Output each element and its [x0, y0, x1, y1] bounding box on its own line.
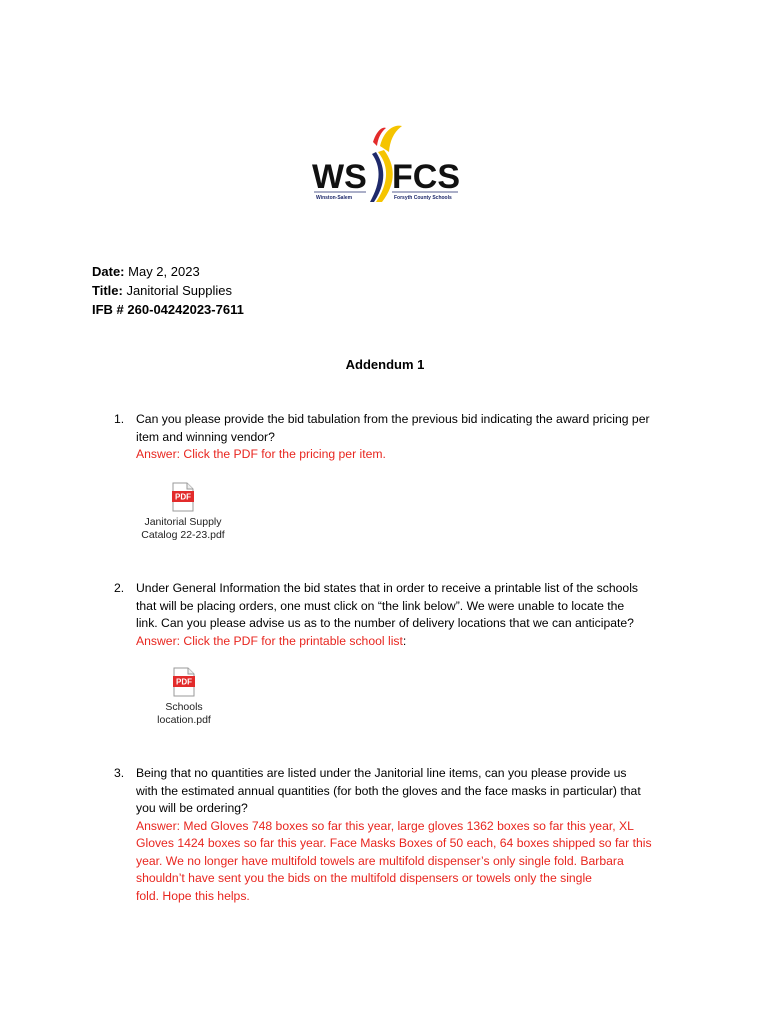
date-value: May 2, 2023 [128, 264, 200, 279]
question-line: that will be placing orders, one must click on “the link below”. We were unable to locate the [136, 598, 625, 613]
pdf-file-icon[interactable] [173, 667, 195, 697]
question-number: 1. [114, 412, 125, 426]
title-value: Janitorial Supplies [126, 283, 232, 298]
date-label: Date: [92, 264, 125, 279]
attachment-name-line: Catalog 22-23.pdf [141, 529, 225, 541]
question-line: link. Can you please advise us as to the number of delivery locations that we can anticipate? [136, 616, 634, 630]
attachment-name-line: location.pdf [157, 714, 211, 726]
question-2 [114, 580, 694, 650]
question-line: you will be ordering? [136, 801, 248, 815]
question-line: Under General Information the bid states that in order to receive a printable list of the schools [136, 581, 638, 595]
answer-line: year. We no longer have multifold towels are multifold dispenser’s only single fold. Barbara [136, 853, 624, 868]
wsfcs-logo-icon [310, 122, 460, 204]
attachment-name-line: Schools [165, 701, 203, 713]
attachment-name-line: Janitorial Supply [144, 516, 222, 528]
logo-left-caption: Winston-Salem [316, 195, 353, 201]
question-3 [114, 765, 694, 905]
question-number: 2. [114, 581, 125, 595]
ifb-value: 260-04242023-7611 [127, 302, 244, 317]
ifb-line [92, 300, 244, 319]
pdf-badge-text: PDF [176, 677, 192, 687]
question-1 [114, 411, 694, 464]
pdf-badge-text: PDF [175, 492, 191, 502]
title-label: Title: [92, 283, 123, 298]
document-meta [92, 262, 244, 319]
date-line [92, 262, 244, 281]
logo-fcs-text: FCS [392, 158, 460, 196]
answer-line: fold. Hope this helps. [136, 888, 250, 903]
question-line: with the estimated annual quantities (for both the gloves and the face masks in particular) that [136, 783, 641, 798]
answer-line: Answer: Med Gloves 748 boxes so far this year, large gloves 1362 boxes so far this year, XL [136, 818, 634, 833]
answer-line [136, 633, 694, 651]
logo-ws-text: WS [312, 158, 367, 196]
answer-line: shouldn’t have sent you the bids on the multifold dispensers or towels only the single [136, 871, 592, 885]
question-line: Can you please provide the bid tabulation from the previous bid indicating the award pricing per [136, 412, 650, 426]
question-line: Being that no quantities are listed under the Janitorial line items, can you please provide us [136, 766, 627, 780]
addendum-heading: Addendum 1 [345, 357, 425, 372]
question-line: item and winning vendor? [136, 429, 275, 444]
answer-text: Answer: Click the PDF for the printable school list [136, 633, 403, 648]
answer-line: Answer: Click the PDF for the pricing per item. [136, 447, 386, 461]
wsfcs-logo [310, 122, 460, 204]
answer-suffix: : [402, 633, 407, 648]
attachment-janitorial-supply-catalog[interactable] [130, 482, 236, 542]
ifb-label: IFB # [92, 302, 124, 317]
answer-line: Gloves 1424 boxes so far this year. Face Masks Boxes of 50 each, 64 boxes shipped so far this [136, 836, 652, 850]
logo-right-caption: Forsyth County Schools [394, 195, 452, 201]
pdf-file-icon[interactable] [172, 482, 194, 512]
attachment-schools-location[interactable] [140, 667, 228, 727]
title-line [92, 281, 244, 300]
question-number: 3. [114, 766, 125, 780]
